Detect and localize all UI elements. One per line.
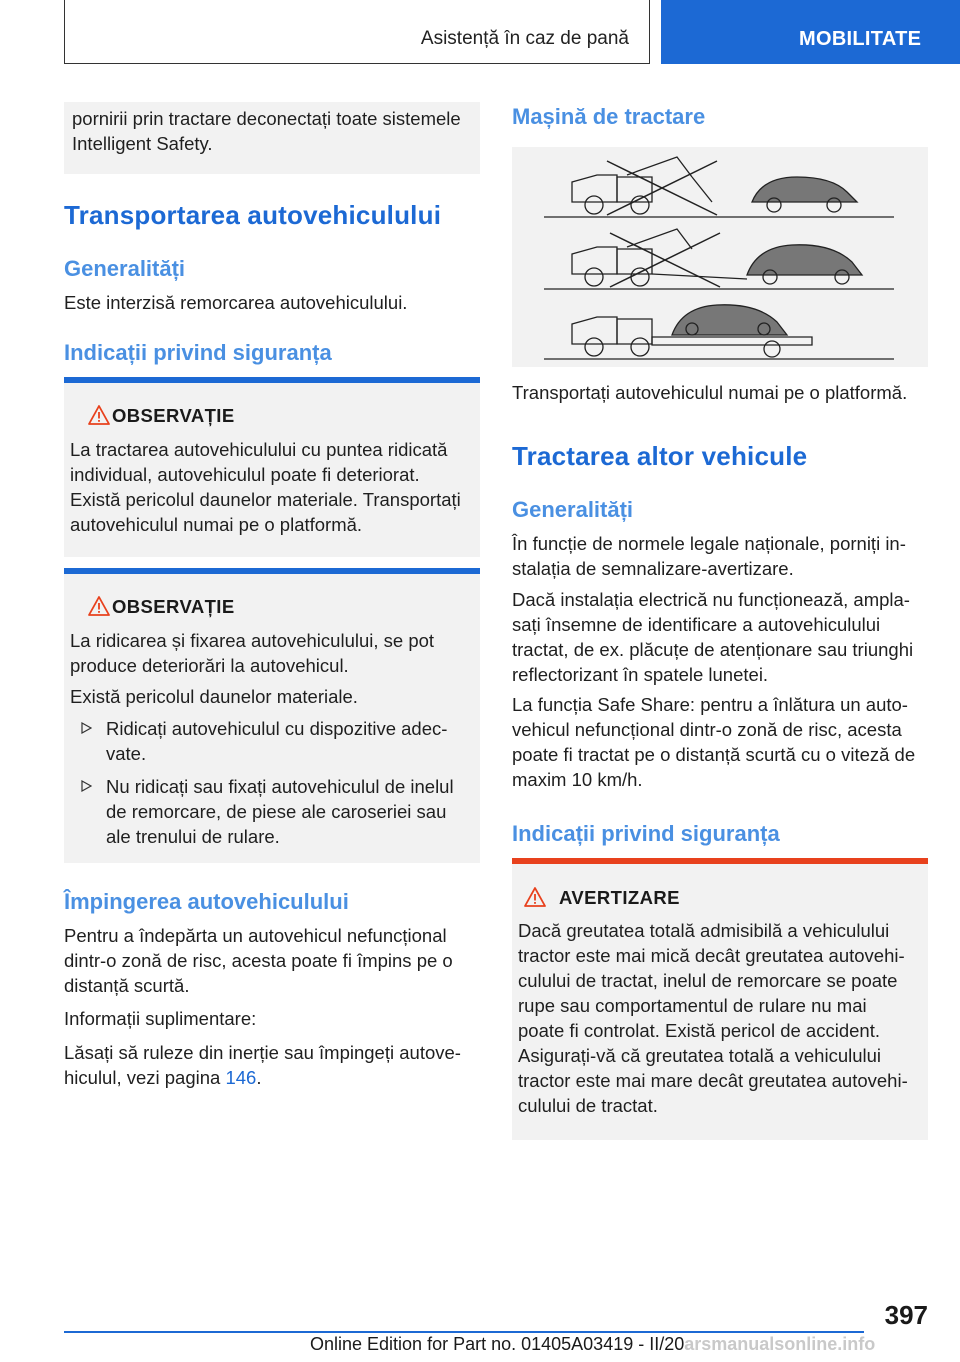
push-line: distanță scurtă. [64, 975, 190, 996]
push2-suffix: . [256, 1067, 262, 1088]
warning-line: Asigurați-vă că greutatea totală a vehiculului [518, 1045, 882, 1066]
para-line: tractat, de ex. plăcuțe de atenționare sau triunghi [512, 639, 914, 660]
push-text-2 [64, 1040, 480, 1090]
towing-diagram [512, 147, 928, 367]
heading-safety-left: Indicații privind siguranța [64, 340, 332, 365]
heading-general-left: Generalități [64, 256, 186, 281]
notice-line: Există pericolul daunelor materiale. [70, 686, 358, 707]
push-text [64, 923, 480, 998]
push2-line: Lăsați să ruleze din inerție sau împingeți autove- [64, 1042, 461, 1063]
warning-line: tractor este mai mică decât greutatea autovehi- [518, 945, 905, 966]
bullet-line: vate. [106, 743, 147, 764]
intro-box [64, 102, 480, 174]
notice-line: individual, autovehiculul poate fi deteriorat. [70, 464, 420, 485]
notice-title: OBSERVAȚIE [112, 405, 235, 426]
para-3 [512, 692, 928, 792]
notice-line: La tractarea autovehiculului cu puntea ridicată [70, 439, 448, 460]
header-section-title: Asistență în caz de pană [420, 28, 629, 49]
warning-line: tractor este mai mare decât greutatea autovehi- [518, 1070, 908, 1091]
para-line: stalația de semnalizare-avertizare. [512, 558, 794, 579]
footer-text [310, 1334, 875, 1355]
push-line: dintr-o zonă de risc, acesta poate fi împins pe o [64, 950, 453, 971]
heading-tow-vehicle: Mașină de tractare [512, 104, 706, 129]
para-2 [512, 587, 928, 687]
para-line: La funcția Safe Share: pentru a înlătura un auto- [512, 694, 908, 715]
warning-triangle-icon [88, 405, 110, 425]
page-link[interactable]: 146 [225, 1067, 257, 1088]
bullet-item [106, 774, 476, 849]
warning-text [518, 918, 928, 1118]
heading-push: Împingerea autovehiculului [64, 889, 349, 914]
heading-tow-others: Tractarea altor vehicule [512, 441, 808, 471]
notice-line: produce deteriorări la autovehicul. [70, 655, 349, 676]
bullet-line: Nu ridicați sau fixați autovehiculul de inelul [106, 776, 454, 797]
heading-general-right: Generalități [512, 497, 634, 522]
notice-box-2 [64, 568, 480, 863]
para-line: maxim 10 km/h. [512, 769, 643, 790]
heading-safety-right: Indicații privind siguranța [512, 821, 780, 846]
warning-line: culului de tractat. [518, 1095, 658, 1116]
notice-text [70, 628, 480, 678]
warning-triangle-icon [88, 596, 110, 616]
warning-triangle-icon [524, 887, 546, 907]
push-line: Pentru a îndepărta un autovehicul nefuncțional [64, 925, 447, 946]
para-1 [512, 531, 928, 581]
warning-title: AVERTIZARE [559, 887, 680, 908]
warning-box [512, 858, 928, 1140]
bullet-triangle-icon [81, 780, 92, 792]
footer-watermark: arsmanualsonline.info [684, 1334, 876, 1354]
intro-line: pornirii prin tractare deconectați toate sistemele [72, 108, 461, 129]
heading-transport: Transportarea autovehiculului [64, 200, 442, 230]
header-tab-mobility[interactable] [661, 0, 960, 64]
para-line: sați însemne de identificare a autovehiculului [512, 614, 881, 635]
bullet-triangle-icon [81, 722, 92, 734]
para-line: poate fi tractat pe o distanță scurtă cu o viteză de [512, 744, 916, 765]
warning-line: Dacă greutatea totală admisibilă a vehiculului [518, 920, 890, 941]
para-line: În funcție de normele legale naționale, porniți in- [512, 533, 906, 554]
warning-line: culului de tractat, inelul de remorcare se poate [518, 970, 898, 991]
notice-title: OBSERVAȚIE [112, 596, 235, 617]
bullet-line: Ridicați autovehiculul cu dispozitive adec- [106, 718, 448, 739]
push2-prefix: hiculul, vezi pagina [64, 1067, 226, 1088]
push2-line [64, 1065, 480, 1090]
warning-line: poate fi controlat. Există pericol de accident. [518, 1020, 880, 1041]
figure-caption: Transportați autovehiculul numai pe o platformă. [512, 382, 908, 403]
footer-divider [64, 1331, 864, 1333]
general-text: Este interzisă remorcarea autovehiculului. [64, 292, 408, 313]
header-box [64, 0, 650, 64]
notice-line: La ridicarea și fixarea autovehiculului, se pot [70, 630, 435, 651]
warning-bar [512, 858, 928, 864]
para-line: vehicul nefuncțional dintr-o zonă de risc, acesta [512, 719, 902, 740]
warning-line: rupe sau comportamentul de rulare nu mai [518, 995, 867, 1016]
towing-illustration [512, 147, 928, 367]
bullet-line: ale trenului de rulare. [106, 826, 280, 847]
page-number: 397 [884, 1300, 928, 1330]
intro-line: Intelligent Safety. [72, 133, 213, 154]
notice-line: Există pericolul daunelor materiale. Transportați [70, 489, 461, 510]
notice-line: autovehiculul numai pe o platformă. [70, 514, 363, 535]
bullet-line: de remorcare, de piese ale caroseriei sau [106, 801, 447, 822]
header-tab-label: MOBILITATE [799, 28, 922, 50]
notice-bar [64, 377, 480, 383]
notice-text [70, 437, 480, 537]
para-line: Dacă instalația electrică nu funcționează, ampla- [512, 589, 910, 610]
notice-box-1 [64, 377, 480, 557]
footer-edition: Online Edition for Part no. 01405A03419 - II/20 [310, 1334, 685, 1354]
notice-bar [64, 568, 480, 574]
bullet-item [106, 716, 476, 766]
intro-text [72, 106, 482, 156]
info-label: Informații suplimentare: [64, 1008, 257, 1029]
para-line: reflectorizant în spatele lunetei. [512, 664, 769, 685]
